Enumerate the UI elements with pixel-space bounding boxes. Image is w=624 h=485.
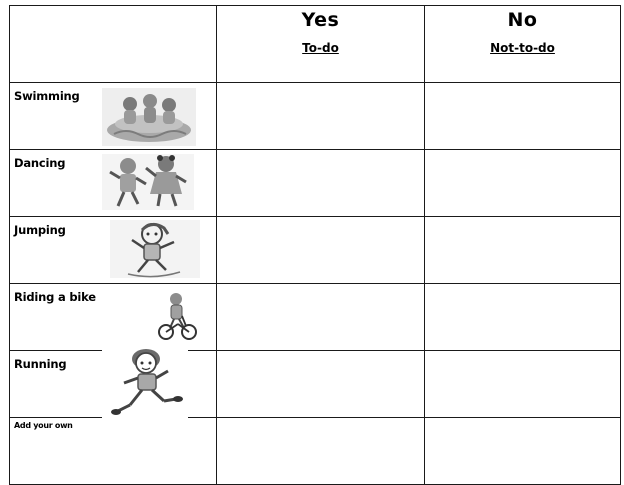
activity-label: Running [14, 357, 67, 371]
activity-cell-running [10, 351, 217, 418]
activity-cell-riding-a-bike [10, 284, 217, 351]
header-empty-cell [10, 6, 217, 83]
bike-icon [156, 290, 200, 342]
activity-label: Jumping [14, 223, 66, 237]
table-row [10, 150, 621, 217]
header-yes-cell [217, 6, 425, 83]
no-answer-cell[interactable] [425, 83, 621, 150]
activity-table [9, 5, 621, 485]
activity-cell-dancing [10, 150, 217, 217]
swimming-icon [102, 88, 196, 146]
to-do-subheading: To-do [302, 41, 339, 55]
dancing-icon [102, 154, 194, 210]
no-answer-cell[interactable] [425, 284, 621, 351]
not-to-do-subheading: Not-to-do [490, 41, 555, 55]
yes-answer-cell[interactable] [217, 418, 425, 485]
yes-answer-cell[interactable] [217, 83, 425, 150]
activity-label: Swimming [14, 89, 80, 103]
jumping-icon [110, 220, 200, 278]
yes-answer-cell[interactable] [217, 150, 425, 217]
yes-answer-cell[interactable] [217, 351, 425, 418]
no-answer-cell[interactable] [425, 150, 621, 217]
yes-heading: Yes [301, 9, 340, 31]
activity-cell-swimming [10, 83, 217, 150]
no-heading: No [507, 9, 538, 31]
activity-label: Dancing [14, 156, 66, 170]
header-row [10, 6, 621, 83]
header-no-cell [425, 6, 621, 83]
table-row [10, 418, 621, 485]
activity-cell-jumping [10, 217, 217, 284]
activity-label: Add your own [14, 421, 73, 430]
yes-answer-cell[interactable] [217, 284, 425, 351]
no-answer-cell[interactable] [425, 418, 621, 485]
activity-cell-add-your-own[interactable] [10, 418, 217, 485]
no-answer-cell[interactable] [425, 351, 621, 418]
yes-answer-cell[interactable] [217, 217, 425, 284]
running-icon [102, 345, 188, 419]
table-row [10, 284, 621, 351]
table-row [10, 83, 621, 150]
no-answer-cell[interactable] [425, 217, 621, 284]
table-row [10, 217, 621, 284]
table-row [10, 351, 621, 418]
activity-label: Riding a bike [14, 290, 96, 304]
